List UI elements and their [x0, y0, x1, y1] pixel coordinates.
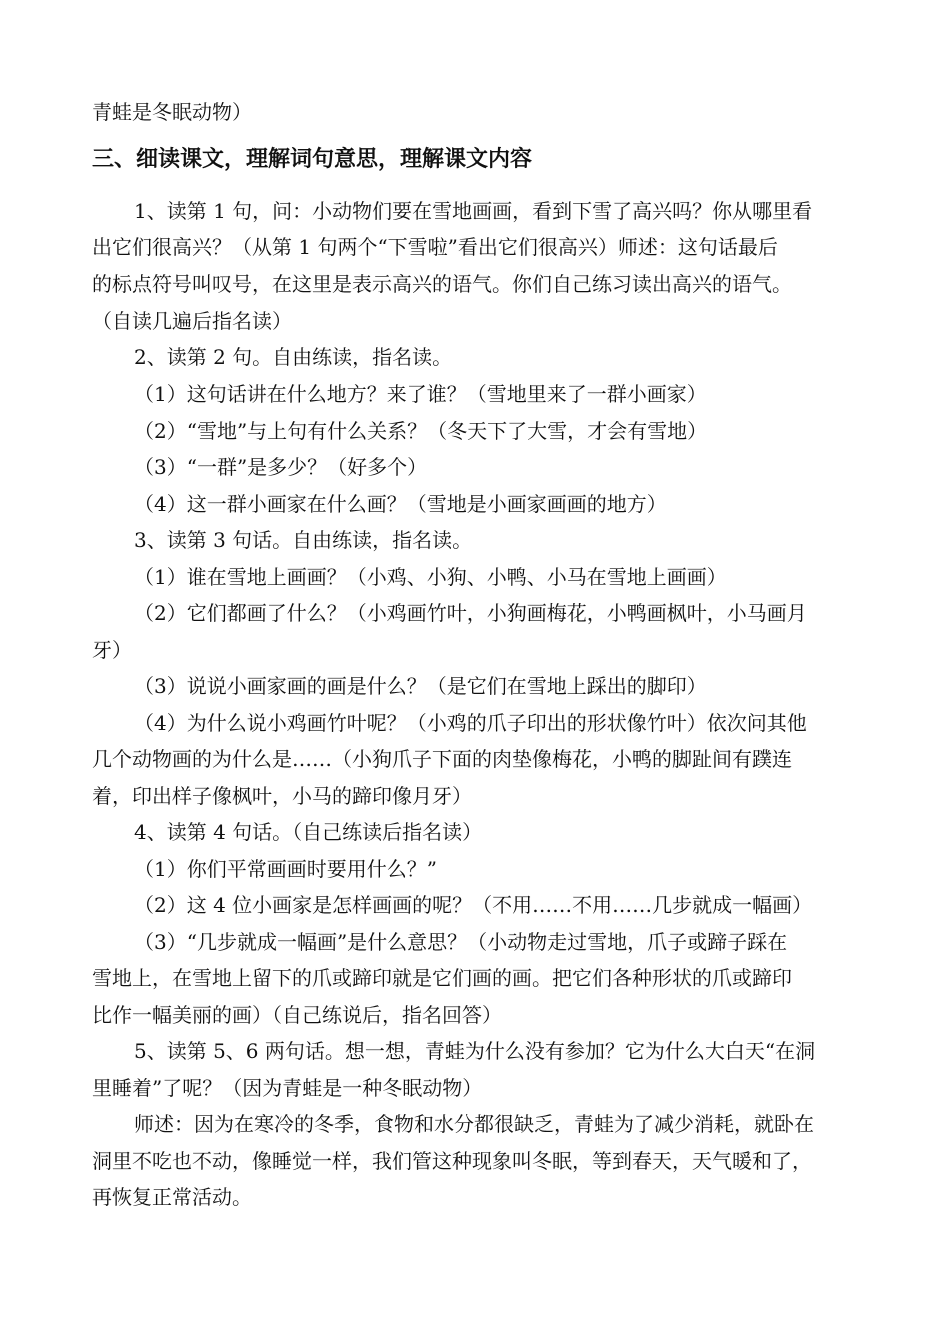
text-line: 青蛙是冬眠动物） — [92, 100, 252, 124]
text-line: （3）“几步就成一幅画”是什么意思？（小动物走过雪地，爪子或蹄子踩在 — [134, 930, 788, 954]
text-line: 几个动物画的为什么是……（小狗爪子下面的肉垫像梅花，小鸭的脚趾间有蹼连 — [92, 747, 792, 771]
text-line: （自读几遍后指名读） — [92, 309, 292, 333]
text-line: 3、读第 3 句话。自由练读，指名读。 — [134, 528, 473, 552]
text-line: 雪地上，在雪地上留下的爪或蹄印就是它们画的画。把它们各种形状的爪或蹄印 — [92, 966, 792, 990]
text-line: （4）这一群小画家在什么画？（雪地是小画家画画的地方） — [134, 492, 667, 516]
text-line: （1）你们平常画画时要用什么？” — [134, 857, 437, 881]
text-line: （4）为什么说小鸡画竹叶呢？（小鸡的爪子印出的形状像竹叶）依次问其他 — [134, 711, 807, 735]
text-line: 师述：因为在寒冷的冬季，食物和水分都很缺乏，青蛙为了减少消耗，就卧在 — [134, 1112, 814, 1136]
text-line: 的标点符号叫叹号，在这里是表示高兴的语气。你们自己练习读出高兴的语气。 — [92, 272, 792, 296]
text-line: 牙） — [92, 638, 132, 662]
text-line: （1）这句话讲在什么地方？来了谁？（雪地里来了一群小画家） — [134, 382, 707, 406]
text-line: 再恢复正常活动。 — [92, 1185, 252, 1209]
text-line: （2）这 4 位小画家是怎样画画的呢？（不用……不用……几步就成一幅画） — [134, 893, 813, 917]
text-line: （3）“一群”是多少？（好多个） — [134, 455, 428, 479]
text-line: （3）说说小画家画的画是什么？（是它们在雪地上踩出的脚印） — [134, 674, 707, 698]
text-line: 2、读第 2 句。自由练读，指名读。 — [134, 345, 453, 369]
section-heading: 三、细读课文，理解词句意思，理解课文内容 — [92, 147, 533, 172]
text-line: 4、读第 4 句话。（自己练读后指名读） — [134, 820, 483, 844]
text-line: 比作一幅美丽的画）（自己练说后，指名回答） — [92, 1003, 502, 1027]
text-line: 出它们很高兴？（从第 1 句两个“下雪啦”看出它们很高兴）师述：这句话最后 — [92, 235, 778, 259]
text-line: 5、读第 5、6 两句话。想一想，青蛙为什么没有参加？它为什么大白天“在洞 — [134, 1039, 816, 1063]
text-line: （2）它们都画了什么？（小鸡画竹叶，小狗画梅花，小鸭画枫叶，小马画月 — [134, 601, 807, 625]
text-line: （2）“雪地”与上句有什么关系？（冬天下了大雪，才会有雪地） — [134, 419, 708, 443]
text-line: 着，印出样子像枫叶，小马的蹄印像月牙） — [92, 784, 472, 808]
text-line: 里睡着”了呢？（因为青蛙是一种冬眠动物） — [92, 1076, 483, 1100]
text-line: 洞里不吃也不动，像睡觉一样，我们管这种现象叫冬眠，等到春天，天气暖和了， — [92, 1149, 812, 1173]
text-line: （1）谁在雪地上画画？（小鸡、小狗、小鸭、小马在雪地上画画） — [134, 565, 727, 589]
text-line: 1、读第 1 句，问：小动物们要在雪地画画，看到下雪了高兴吗？你从哪里看 — [134, 199, 813, 223]
